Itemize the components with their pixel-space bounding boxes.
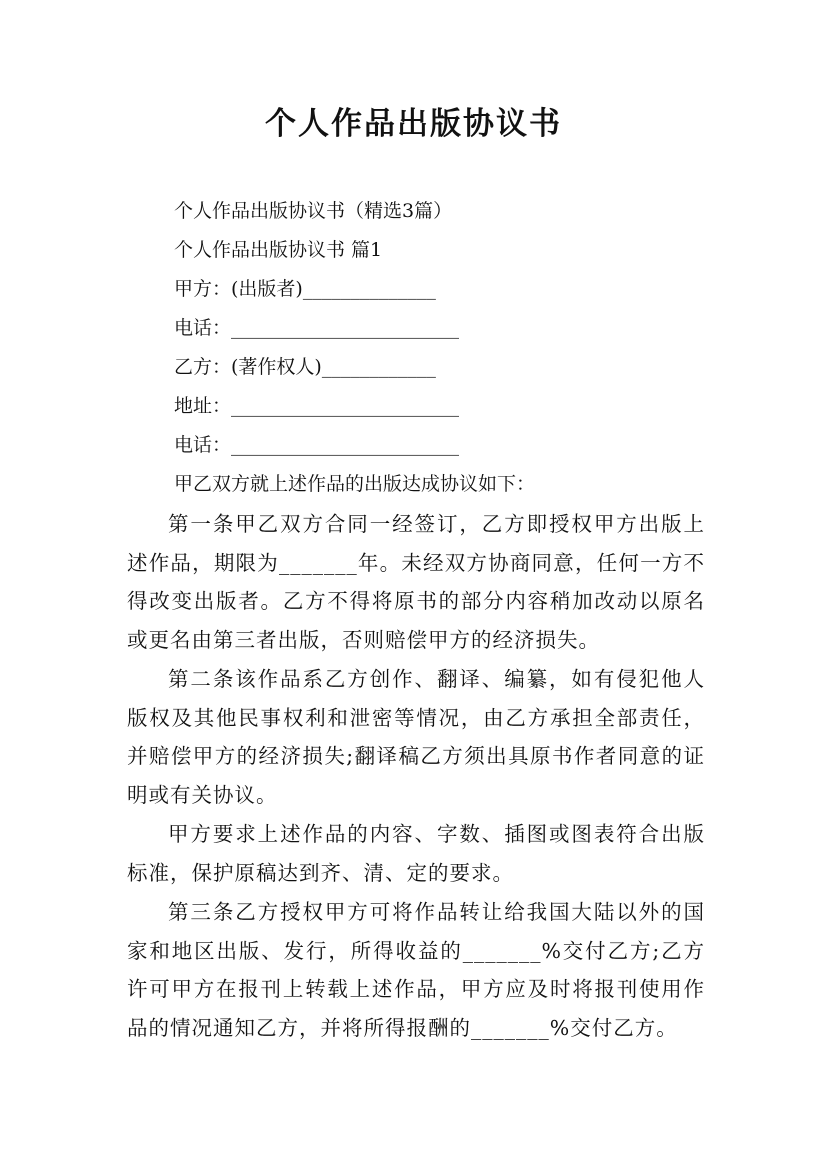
section-heading: 个人作品出版协议书 篇1 [174, 239, 383, 261]
requirement-paragraph: 甲方要求上述作品的内容、字数、插图或图表符合出版标准，保护原稿达到齐、清、定的要求。 [127, 822, 705, 885]
party-b-line: 乙方：(著作权人)____________ [174, 356, 436, 378]
phone-b-line: 电话：________________________ [174, 434, 460, 456]
intro-line: 甲乙双方就上述作品的出版达成协议如下： [174, 473, 536, 495]
article-3-paragraph: 第三条乙方授权甲方可将作品转让给我国大陆以外的国家和地区出版、发行，所得收益的_______%交付乙方;乙方许可甲方在报刊上转载上述作品，甲方应及时将报刊使用作品的情况通知乙方，并将所得报酬的_______%交付乙方。 [127, 900, 705, 1040]
phone-a-line: 电话：________________________ [174, 317, 460, 339]
article-2-paragraph: 第二条该作品系乙方创作、翻译、编纂，如有侵犯他人版权及其他民事权利和泄密等情况，由乙方承担全部责任，并赔偿甲方的经济损失;翻译稿乙方须出具原书作者同意的证明或有关协议。 [127, 667, 705, 807]
address-line: 地址：________________________ [174, 395, 460, 417]
document-title: 个人作品出版协议书 [265, 106, 562, 142]
document-subtitle: 个人作品出版协议书（精选3篇） [174, 200, 453, 222]
article-1-paragraph: 第一条甲乙双方合同一经签订，乙方即授权甲方出版上述作品，期限为_______年。未经双方协商同意，任何一方不得改变出版者。乙方不得将原书的部分内容稍加改动以原名或更名由第三者出版，否则赔偿甲方的经济损失。 [127, 512, 705, 652]
party-a-line: 甲方：(出版者)______________ [174, 278, 436, 300]
